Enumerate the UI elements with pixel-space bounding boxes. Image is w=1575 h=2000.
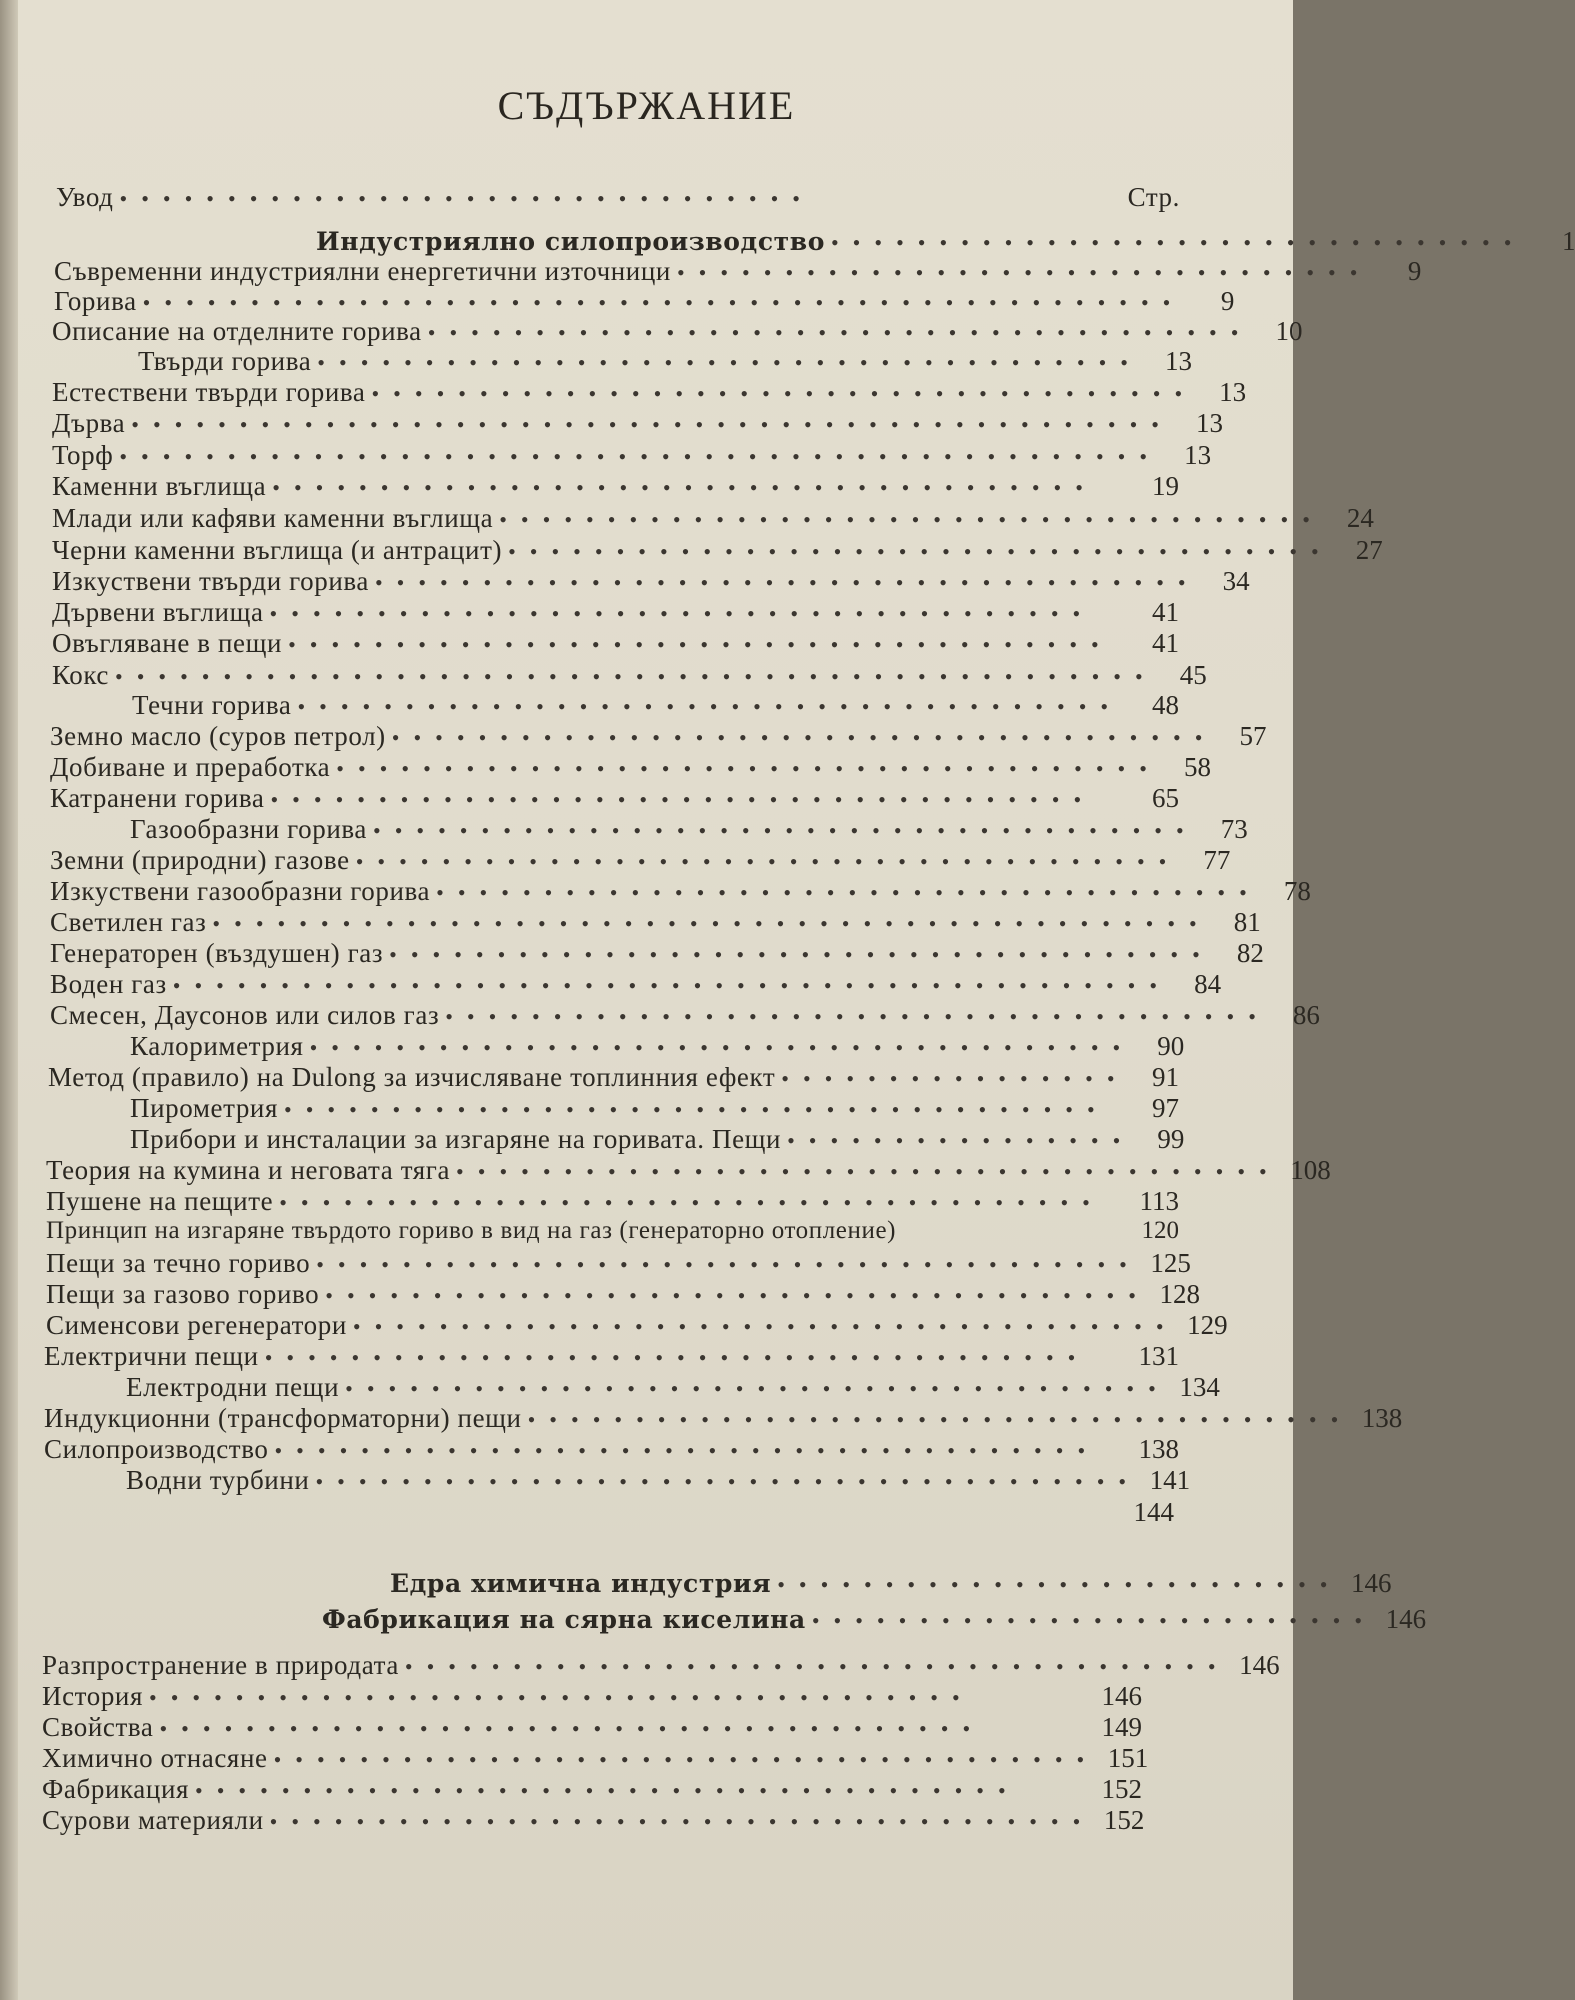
- toc-page-number: 141: [1149, 1465, 1191, 1495]
- toc-row: [54, 286, 1235, 320]
- leader-dots: ••••••••••••••••••••••••••••••••••••••: [325, 1283, 1150, 1308]
- toc-page-number: 77: [1203, 845, 1231, 875]
- leader-dots: ••••••••••••••••••••••••••••••••••••••••••••••••: [142, 290, 1185, 315]
- toc-entry-text: Свойства: [42, 1712, 154, 1742]
- toc-entry-text: Земно масло (суров петрол): [50, 721, 386, 751]
- toc-entry-text: Катранени горива: [50, 783, 265, 813]
- leader-dots: ••••••••••••••••••••••••••••••••••••••: [374, 570, 1200, 595]
- toc-row: [52, 566, 1250, 600]
- toc-page-number: 78: [1283, 876, 1311, 906]
- toc-row: [50, 752, 1211, 786]
- toc-row: [44, 1403, 1403, 1437]
- toc-page-number: 73: [1220, 814, 1248, 844]
- leader-dots: ••••••••••••••••••••••••••••••••••••••: [404, 1654, 1230, 1679]
- leader-dots: ••••••••••••••••••••••••••••••••••••••: [427, 320, 1253, 345]
- leader-dots: ••••••••••••••••••••••••••••••••••••••••••••••••: [131, 412, 1173, 437]
- toc-subsection-heading: Течни горива: [132, 690, 292, 720]
- toc-row: [316, 226, 1575, 260]
- toc-page-number: 10: [1275, 316, 1303, 346]
- toc-page-number: 34: [1222, 566, 1250, 596]
- toc-subsection-heading: Газообразни горива: [130, 814, 367, 844]
- toc-subsection-heading: Електродни пещи: [126, 1372, 340, 1402]
- toc-row: [52, 503, 1374, 537]
- leader-dots: ••••••••••••••••••••••••••••••••••••••: [279, 1190, 1104, 1215]
- toc-page-number: 151: [1107, 1743, 1149, 1773]
- toc-entry-text: Изкуствени твърди горива: [52, 566, 369, 596]
- leader-dots: ••••••••••••••••••••••••••••••••••••••: [371, 381, 1197, 406]
- toc-row: [130, 814, 1248, 848]
- leader-dots: ••••••••••••••••••••••••••••••••••••••: [336, 756, 1161, 781]
- leader-dots: ••••••••••••••••••••••••••••••••: [830, 230, 1526, 255]
- toc-row: [50, 845, 1231, 879]
- toc-page-number: 82: [1236, 938, 1264, 968]
- leader-dots: ••••••••••••••••••••••••••••••••••••••: [456, 1159, 1281, 1184]
- leader-dots: ••••••••••••••••••••••••••••••••••••••••••••••••: [119, 444, 1162, 469]
- toc-row: [126, 1372, 1220, 1406]
- leader-dots: ••••••••••••••••••••••••••: [811, 1608, 1377, 1633]
- leader-dots: ••••••••••••••••••••••••••••••••••••••••••••••: [212, 911, 1211, 936]
- toc-page-number: 58: [1183, 752, 1211, 782]
- toc-row: [46, 1310, 1228, 1344]
- toc-row: [44, 1434, 1179, 1468]
- leader-dots: ••••••••••••••••••••••••••••••••••••••: [149, 1685, 974, 1710]
- toc-page-number: 97: [1152, 1093, 1179, 1123]
- toc-page-number: 113: [1139, 1186, 1179, 1216]
- leader-dots: ••••••••••••••••••••••••••••••••••••••: [316, 1252, 1141, 1277]
- toc-entry-text: Увод: [56, 182, 114, 212]
- leader-dots: ••••••••••••••••••••••••••••••••••••••: [269, 601, 1095, 626]
- leader-dots: ••••••••••••••••••••••••••••••••••••••: [288, 632, 1113, 657]
- toc-entry-text: Дърва: [52, 408, 126, 438]
- toc-entry-text: Естествени твърди горива: [52, 377, 366, 407]
- toc-row: [50, 907, 1261, 941]
- toc-row: [46, 1186, 1179, 1220]
- toc-page-number: 19: [1152, 471, 1179, 501]
- toc-page-number: 9: [1220, 286, 1235, 316]
- toc-row: [50, 969, 1222, 1003]
- toc-row: [46, 1155, 1331, 1189]
- leader-dots: ••••••••••••••••••••••••••••••••••••••: [270, 787, 1096, 812]
- leader-dots: ••••••••••••••••••••••••••••••••••••••••••••••••: [115, 664, 1157, 689]
- toc-entry-text: Генераторен (въздушен) газ: [50, 938, 384, 968]
- toc-row: [52, 597, 1179, 631]
- leader-dots: ••••••••••••••••••••••••••••••••••••••: [274, 1438, 1100, 1463]
- toc-entry-text: Пушене на пещите: [46, 1186, 274, 1216]
- toc-page-number: 41: [1152, 597, 1179, 627]
- toc-page-number: 129: [1187, 1310, 1228, 1340]
- toc-page-number: 13: [1219, 377, 1247, 407]
- leader-dots: ••••••••••••••••••••••••••••••••••••••: [315, 1469, 1141, 1494]
- toc-row: [52, 628, 1179, 662]
- leader-dots: ••••••••••••••••••••••••••••••••: [676, 260, 1372, 285]
- toc-row: [52, 471, 1179, 505]
- toc-row: [50, 938, 1264, 972]
- leader-dots: ••••••••••••••••••••••••••••••••••••••: [273, 1747, 1099, 1772]
- toc-page-number: 45: [1179, 660, 1207, 690]
- toc-entry-text: Смесен, Даусонов или силов газ: [50, 1000, 440, 1030]
- leader-dots: ••••••••••••••••••••••••••••••••••••••: [352, 1314, 1178, 1339]
- leader-dots: ••••••••••••••••••••••••••••••••••••••: [389, 942, 1214, 967]
- toc-page-number: 81: [1233, 907, 1261, 937]
- toc-entry-text: Каменни въглища: [52, 471, 267, 501]
- toc-page-number: 120: [1141, 1217, 1179, 1244]
- leader-dots: ••••••••••••••••••••••••••••••••••••••: [508, 539, 1333, 564]
- toc-entry-text: Индукционни (трансформаторни) пещи: [44, 1403, 522, 1433]
- toc-page-number: 149: [1101, 1712, 1142, 1742]
- toc-page-number: 134: [1179, 1372, 1220, 1402]
- toc-entry-text: Пещи за течно гориво: [46, 1248, 311, 1278]
- leader-dots: ••••••••••••••••••••••••••••••••••••••: [309, 1035, 1135, 1060]
- toc-row: [52, 660, 1207, 694]
- toc-row: [132, 690, 1179, 724]
- toc-subsection-heading: Твърди горива: [138, 346, 312, 376]
- toc-section-heading: Едра химична индустрия: [390, 1569, 772, 1598]
- toc-subsection-heading: Пирометрия: [130, 1093, 279, 1123]
- toc-row: [50, 721, 1267, 755]
- leader-dots: ••••••••••••••••: [787, 1128, 1135, 1153]
- toc-entry-text: Разпространение в природата: [42, 1650, 399, 1680]
- leader-dots: ••••••••••••••••••••••••••••••••••••••: [195, 1778, 1020, 1803]
- toc-page-number: 146: [1385, 1604, 1427, 1634]
- toc-row: [138, 346, 1192, 380]
- toc-page-number: 84: [1194, 969, 1222, 999]
- toc-row: [48, 1062, 1179, 1096]
- toc-entry-text: Дървени въглища: [52, 597, 264, 627]
- toc-page-number: 144: [1133, 1497, 1174, 1527]
- toc-row: [52, 535, 1383, 569]
- leader-dots: ••••••••••••••••••••••••••••••••••••••: [373, 818, 1198, 843]
- toc-page-number: 48: [1152, 690, 1179, 720]
- toc-page-number: 86: [1292, 1000, 1320, 1030]
- toc-row: [42, 1712, 1142, 1746]
- toc-row: [42, 1650, 1280, 1684]
- toc-entry-text: Добиване и преработка: [50, 752, 331, 782]
- toc-page-number: 27: [1355, 535, 1383, 565]
- toc-entry-text: Горива: [54, 286, 137, 316]
- toc-page-number: 13: [1184, 440, 1212, 470]
- leader-dots: ••••••••••••••••••••••••••••••••••••••: [272, 475, 1097, 500]
- toc-entry-text: Черни каменни въглища (и антрацит): [52, 535, 503, 565]
- toc-entry-text: Електрични пещи: [44, 1341, 259, 1371]
- page-column-label: [1060, 182, 1180, 216]
- toc-entry-text: Торф: [52, 440, 114, 470]
- toc-entry-text: Сименсови регенератори: [46, 1310, 347, 1340]
- toc-row: [50, 783, 1179, 817]
- toc-page-number: 91: [1152, 1062, 1179, 1092]
- toc-page-number: 99: [1157, 1124, 1185, 1154]
- toc-page-number: 125: [1150, 1248, 1191, 1278]
- toc-entry-text: Съвременни индустриялни енергетични източници: [54, 256, 671, 286]
- toc-page-number: 138: [1138, 1434, 1179, 1464]
- leader-dots: ••••••••••••••••••••••••••••••••••••••: [391, 725, 1217, 750]
- leader-dots: ••••••••••••••••••••••••••••••••••••••: [355, 849, 1181, 874]
- toc-row: [42, 1681, 1142, 1715]
- toc-page-number: 41: [1152, 628, 1179, 658]
- leader-dots: ••••••••••••••••••••••••••••••••••••••: [297, 694, 1123, 719]
- toc-entry-text: Воден газ: [50, 969, 167, 999]
- toc-entry-text: Сурови материяли: [42, 1805, 264, 1835]
- toc-row: [130, 1093, 1179, 1127]
- leader-dots: ••••••••••••••••••••••••••••••••••••••: [264, 1345, 1090, 1370]
- toc-page-number: 146: [1350, 1568, 1392, 1598]
- toc-section-heading: Фабрикация на сярна киселина: [322, 1605, 806, 1634]
- toc-entry-text: Химично отнасяне: [42, 1743, 268, 1773]
- toc-entry-text: Метод (правило) на Dulong за изчисляване топлинния ефект: [48, 1062, 776, 1092]
- toc-row: [50, 876, 1311, 910]
- toc-entry-text: Описание на отделните горива: [52, 316, 422, 346]
- toc-subsection-heading: Прибори и инсталации за изгаряне на горивата. Пещи: [130, 1124, 782, 1154]
- toc-row: [52, 440, 1212, 474]
- toc-row: [130, 1031, 1185, 1065]
- toc-entry-text: Пещи за газово гориво: [46, 1279, 320, 1309]
- toc-subsection-heading: Водни турбини: [126, 1465, 310, 1495]
- leader-dots: ••••••••••••••••••••••••••••••••••••••: [527, 1407, 1353, 1432]
- toc-entry-text: Теория на кумина и неговата тяга: [46, 1155, 451, 1185]
- toc-entry-text: Фабрикация: [42, 1774, 190, 1804]
- toc-page-number: 146: [1101, 1681, 1142, 1711]
- toc-row: [46, 1279, 1200, 1313]
- toc-row: [390, 1568, 1392, 1602]
- toc-page-number: 9: [1407, 256, 1422, 286]
- toc-row: [52, 377, 1247, 411]
- toc-subsection-heading: Калориметрия: [130, 1031, 304, 1061]
- toc-row: [50, 1000, 1320, 1034]
- toc-page-number: 90: [1157, 1031, 1185, 1061]
- toc-row: [42, 1743, 1149, 1777]
- toc-page-number: 65: [1152, 783, 1179, 813]
- leader-dots: ••••••••••••••••••••••••••••••••••••••: [284, 1097, 1109, 1122]
- toc-row: [52, 408, 1223, 442]
- toc-section-heading: Индустриялно силопроизводство: [316, 227, 825, 256]
- toc-page-number: 108: [1290, 1155, 1331, 1185]
- toc-page-number: 131: [1138, 1341, 1179, 1371]
- leader-dots: ••••••••••••••••••••••••••••••••••••••: [436, 880, 1261, 905]
- toc-entry-text: История: [42, 1681, 143, 1711]
- toc-row: [322, 1604, 1427, 1638]
- toc-row: [52, 316, 1303, 350]
- toc-page-number: 1: [1561, 226, 1575, 256]
- leader-dots: ••••••••••••••••••••••••••••••••••••••: [445, 1004, 1270, 1029]
- leader-dots: ••••••••••••••••: [781, 1066, 1129, 1091]
- leader-dots: ••••••••••••••••••••••••••: [777, 1572, 1342, 1597]
- toc-entry-text: Изкуствени газообразни горива: [50, 876, 431, 906]
- toc-entry-text: Силопроизводство: [44, 1434, 269, 1464]
- toc-row: [42, 1774, 1142, 1808]
- toc-page-number: 128: [1159, 1279, 1200, 1309]
- toc-row: [46, 1217, 1179, 1251]
- page-title: СЪДЪРЖАНИЕ: [497, 83, 796, 128]
- toc-entry-text: Принцип на изгаряне твърдото гориво в вид на газ (генераторно отопление): [46, 1217, 897, 1244]
- toc-entry-text: Млади или кафяви каменни въглища: [52, 503, 494, 533]
- toc-page-number: 13: [1164, 346, 1192, 376]
- toc-page-number: 24: [1346, 503, 1374, 533]
- toc-page-number: 146: [1239, 1650, 1280, 1680]
- toc-page-number: 152: [1101, 1774, 1142, 1804]
- toc-row: [130, 1124, 1185, 1158]
- toc-row: [44, 1341, 1179, 1375]
- toc-entry-text: Овъгляване в пещи: [52, 628, 283, 658]
- leader-dots: ••••••••••••••••••••••••••••••••••••••: [159, 1716, 985, 1741]
- leader-dots: ••••••••••••••••••••••••••••••••••••••••••••••: [172, 973, 1172, 998]
- toc-row: [126, 1465, 1191, 1499]
- leader-dots: ••••••••••••••••••••••••••••••••••••••: [345, 1376, 1170, 1401]
- toc-row: [46, 1248, 1191, 1282]
- toc-row: [44, 1526, 1179, 1560]
- toc-page-number: 152: [1103, 1805, 1145, 1835]
- toc-page-number: 57: [1239, 721, 1267, 751]
- leader-dots: ••••••••••••••••••••••••••••••••: [119, 186, 814, 211]
- toc-entry-text: Земни (природни) газове: [50, 845, 350, 875]
- toc-page-number: 13: [1195, 408, 1223, 438]
- page-column-label-text: Стр.: [1127, 182, 1180, 212]
- leader-dots: ••••••••••••••••••••••••••••••••••••••: [317, 350, 1142, 375]
- toc-row: [42, 1805, 1145, 1839]
- toc-entry-text: Светилен газ: [50, 907, 207, 937]
- toc-entry-text: Кокс: [52, 660, 109, 690]
- leader-dots: ••••••••••••••••••••••••••••••••••••••: [269, 1809, 1095, 1834]
- leader-dots: ••••••••••••••••••••••••••••••••••••••: [499, 507, 1324, 532]
- toc-row: [54, 256, 1422, 290]
- toc-row: [56, 182, 1016, 216]
- toc-page-number: 138: [1361, 1403, 1403, 1433]
